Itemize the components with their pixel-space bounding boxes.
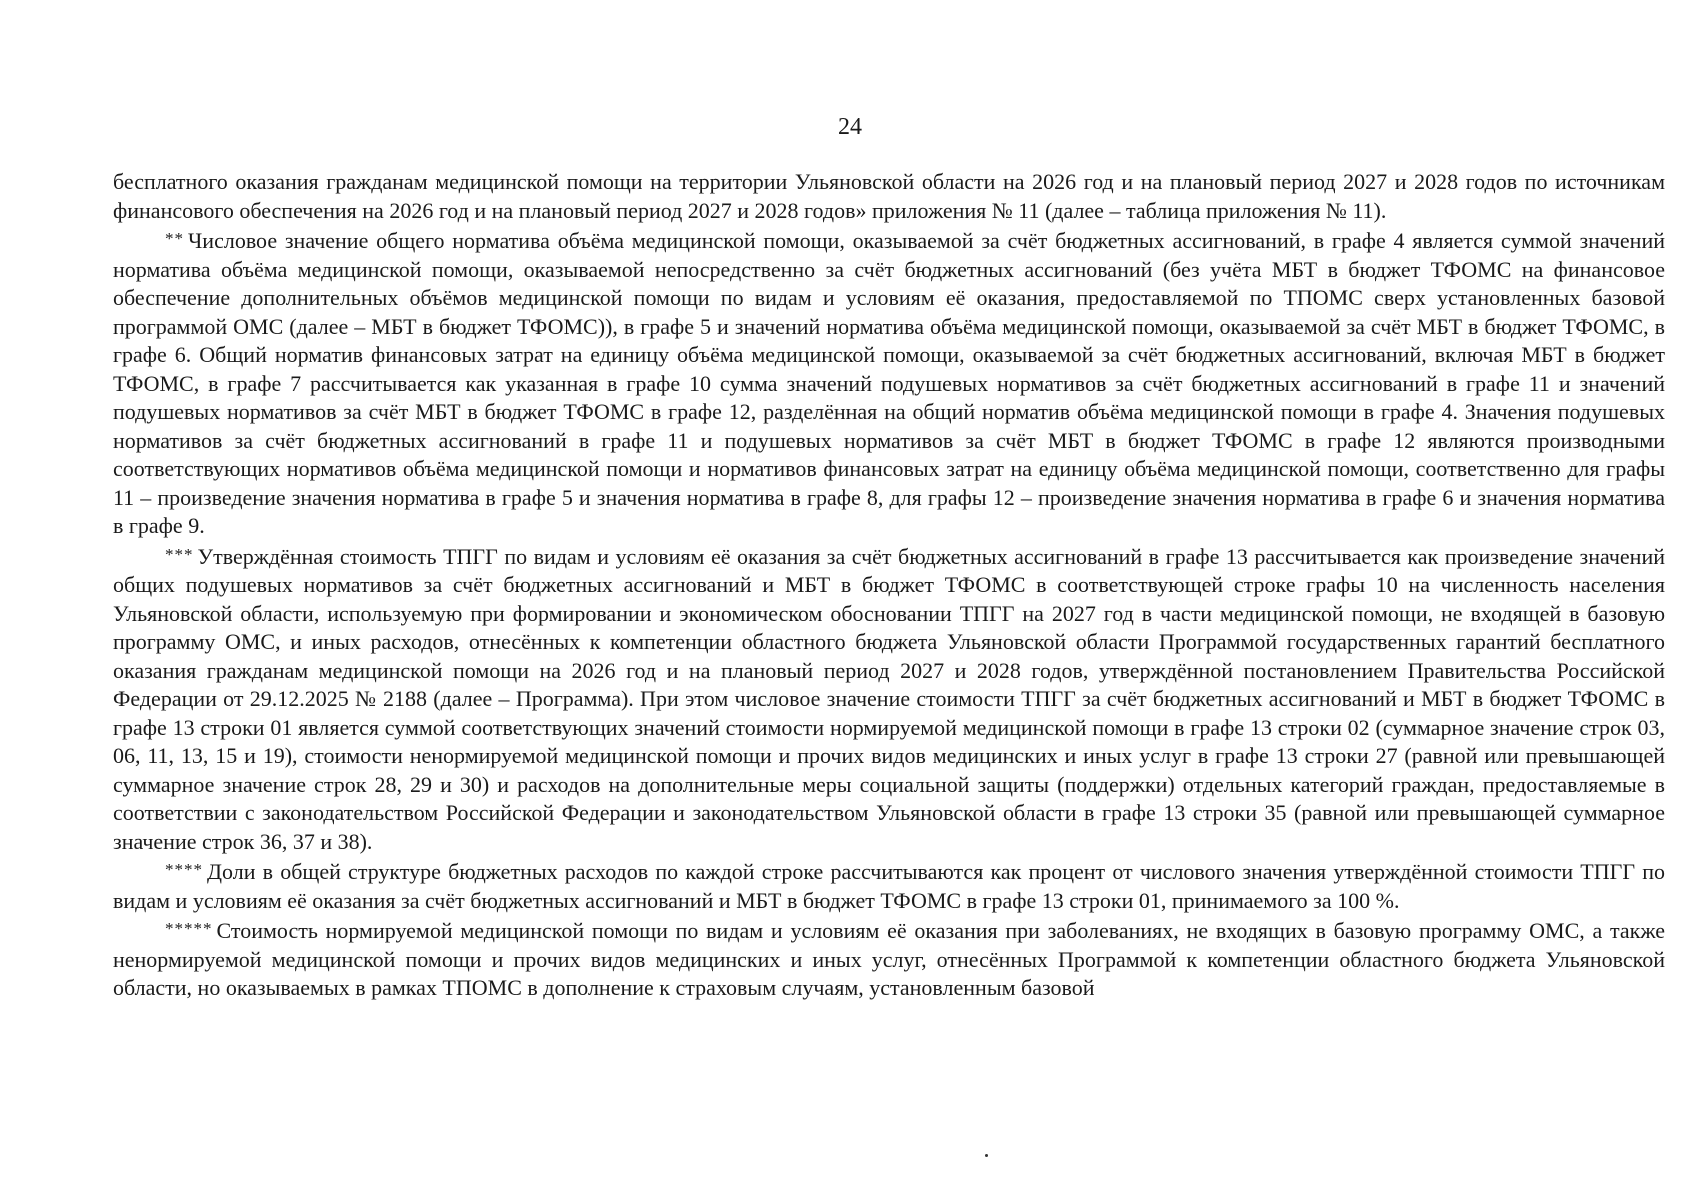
footnote-paragraph-3-stars [113,541,1665,857]
footnote-marker: **** [165,860,203,879]
footnote-paragraph-5-stars [113,915,1665,1003]
footnote-marker: *** [165,544,194,564]
footnote-marker: ***** [165,919,213,938]
scan-speck [985,1154,988,1157]
footnote-paragraph-2-stars [113,225,1665,541]
page-number: 24 [838,114,862,140]
footnote-paragraph-4-stars [113,856,1665,915]
footnote-marker: ** [165,229,184,248]
paragraph-text: бесплатного оказания гражданам медицинской помощи на территории Ульяновской области на 2026 год и на плановый период 2027 и 2028 годов по источникам финансового обеспечения на 2026 год и на плановый период 2027 и 2028 годов» приложения № 11 (далее – таблица приложения № 11). [113,169,1665,223]
document-body [113,168,1665,1003]
paragraph-text: Стоимость нормируемой медицинской помощи по видам и условиям её оказания при заболеваниях, не входящих в базовую программу ОМС, а также ненормируемой медицинской помощи и прочих видов медицинских и иных услуг, отнесённых Программой к компетенции областного бюджета Ульяновской области, но оказываемых в рамках ТПОМС в дополнение к страховым случаям, установленным базовой [113,918,1665,1000]
paragraph-text: Доли в общей структуре бюджетных расходов по каждой строке рассчитываются как процент от числового значения утверждённой стоимости ТПГГ по видам и условиям её оказания за счёт бюджетных ассигнований и МБТ в бюджет ТФОМС в графе 13 строки 01, принимаемого за 100 %. [113,859,1665,913]
paragraph-continuation [113,168,1665,225]
paragraph-text: Утверждённая стоимость ТПГГ по видам и условиям её оказания за счёт бюджетных ассигнований в графе 13 рассчитывается как произведение значений общих подушевых нормативов за счёт бюджетных ассигнований и МБТ в бюджет ТФОМС в соответствующей строке графы 10 на численность населения Ульяновской области, используемую при формировании и экономическом обосновании ТПГГ на 2027 год в части медицинской помощи, не входящей в базовую программу ОМС, и иных расходов, отнесённых к компетенции областного бюджета Ульяновской области Программой государственных гарантий бесплатного оказания гражданам медицинской помощи на 2026 год и на плановый период 2027 и 2028 годов, утверждённой постановлением Правительства Российской Федерации от 29.12.2025 № 2188 (далее – Программа). При этом числовое значение стоимости ТПГГ за счёт бюджетных ассигнований и МБТ в бюджет ТФОМС в графе 13 строки 01 является суммой соответствующих значений стоимости нормируемой медицинской помощи в графе 13 строки 02 (суммарное значение строк 03, 06, 11, 13, 15 и 19), стоимости ненормируемой медицинской помощи и прочих видов медицинских и иных услуг в графе 13 строки 27 (равной или превышающей суммарное значение строк 28, 29 и 30) и расходов на дополнительные меры социальной защиты (поддержки) отдельных категорий граждан, предоставляемые в соответствии с законодательством Российской Федерации и законодательством Ульяновской области в графе 13 строки 35 (равной или превышающей суммарное значение строк 36, 37 и 38). [113,543,1665,854]
paragraph-text: Числовое значение общего норматива объёма медицинской помощи, оказываемой за счёт бюджетных ассигнований, в графе 4 является суммой значений норматива объёма медицинской помощи, оказываемой непосредственно за счёт бюджетных ассигнований (без учёта МБТ в бюджет ТФОМС на финансовое обеспечение дополнительных объёмов медицинской помощи по видам и условиям её оказания, предоставляемой по ТПОМС сверх установленных базовой программой ОМС (далее – МБТ в бюджет ТФОМС)), в графе 5 и значений норматива объёма медицинской помощи, оказываемой за счёт МБТ в бюджет ТФОМС, в графе 6. Общий норматив финансовых затрат на единицу объёма медицинской помощи, оказываемой за счёт бюджетных ассигнований, включая МБТ в бюджет ТФОМС, в графе 7 рассчитывается как указанная в графе 10 сумма значений подушевых нормативов за счёт бюджетных ассигнований в графе 11 и значений подушевых нормативов за счёт МБТ в бюджет ТФОМС в графе 12, разделённая на общий норматив объёма медицинской помощи в графе 4. Значения подушевых нормативов за счёт бюджетных ассигнований в графе 11 и подушевых нормативов за счёт МБТ в бюджет ТФОМС в графе 12 являются производными соответствующих нормативов объёма медицинской помощи и нормативов финансовых затрат на единицу объёма медицинской помощи, соответственно для графы 11 – произведение значения норматива в графе 5 и значения норматива в графе 8, для графы 12 – произведение значения норматива в графе 6 и значения норматива в графе 9. [113,228,1665,538]
